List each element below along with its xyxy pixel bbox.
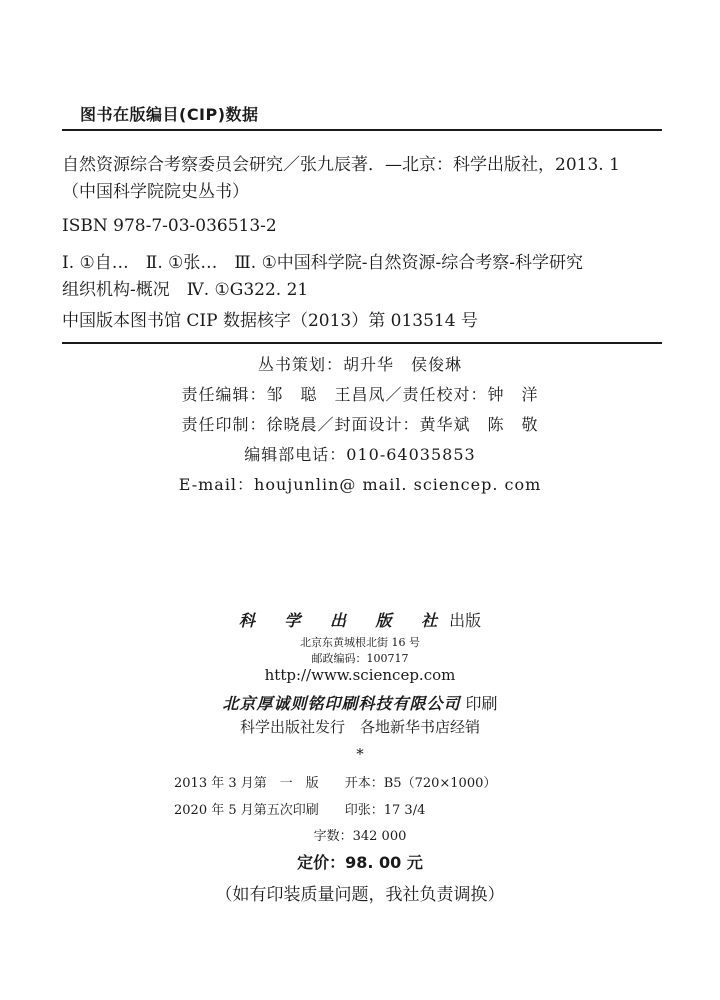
print-and-design: 责任印制：徐晓晨／封面设计：黄华斌 陈 敬 [181, 415, 539, 434]
publisher-postcode: 邮政编码：100717 [311, 652, 409, 665]
publisher-suffix: 出版 [449, 611, 482, 630]
cip-record-line: 中国版本图书馆 CIP 数据核字（2013）第 013514 号 [62, 311, 478, 331]
cip-series-line: （中国科学院院史丛书） [62, 182, 249, 202]
quality-notice: （如有印装质量问题，我社负责调换） [215, 885, 505, 905]
publisher-address: 北京东黄城根北街 16 号 [300, 636, 420, 649]
printer-line [0, 691, 720, 714]
edition-line-1: 2013 年 3 月第 一 版 开本：B5（720×1000） [174, 776, 497, 791]
printer-suffix: 印刷 [465, 694, 498, 713]
cip-subject-line: Ⅰ. ①自… Ⅱ. ①张… Ⅲ. ①中国科学院-自然资源-综合考察-科学研究 [62, 253, 584, 273]
cip-isbn-line: ISBN 978-7-03-036513-2 [62, 216, 277, 236]
printer-name: 北京厚诚则铭印刷科技有限公司 [222, 694, 461, 713]
cip-title-line: 自然资源综合考察委员会研究／张九辰著．—北京：科学出版社，2013. 1 [62, 155, 620, 175]
responsible-editors: 责任编辑：邹 聪 王昌凤／责任校对：钟 洋 [181, 385, 539, 404]
edition-line-2: 2020 年 5 月第五次印刷 印张：17 3/4 [174, 803, 426, 818]
series-planner: 丛书策划：胡升华 侯俊琳 [257, 355, 462, 374]
cip-subject-line-2: 组织机构-概况 Ⅳ. ①G322. 21 [62, 280, 309, 300]
top-rule [62, 129, 662, 131]
price: 定价：98. 00 元 [297, 853, 423, 872]
distribution-line: 科学出版社发行 各地新华书店经销 [239, 718, 480, 736]
publisher-line [0, 608, 720, 631]
cip-header: 图书在版编目(CIP)数据 [80, 105, 259, 124]
publisher-url: http://www.sciencep.com [264, 666, 456, 684]
editorial-email: E-mail：houjunlin@ mail. sciencep. com [178, 475, 542, 494]
bottom-rule [62, 342, 662, 344]
editorial-phone: 编辑部电话：010-64035853 [244, 445, 476, 464]
publisher-name: 科 学 出 版 社 [238, 611, 450, 630]
separator-asterisk: * [356, 745, 364, 763]
word-count: 字数：342 000 [313, 829, 407, 844]
